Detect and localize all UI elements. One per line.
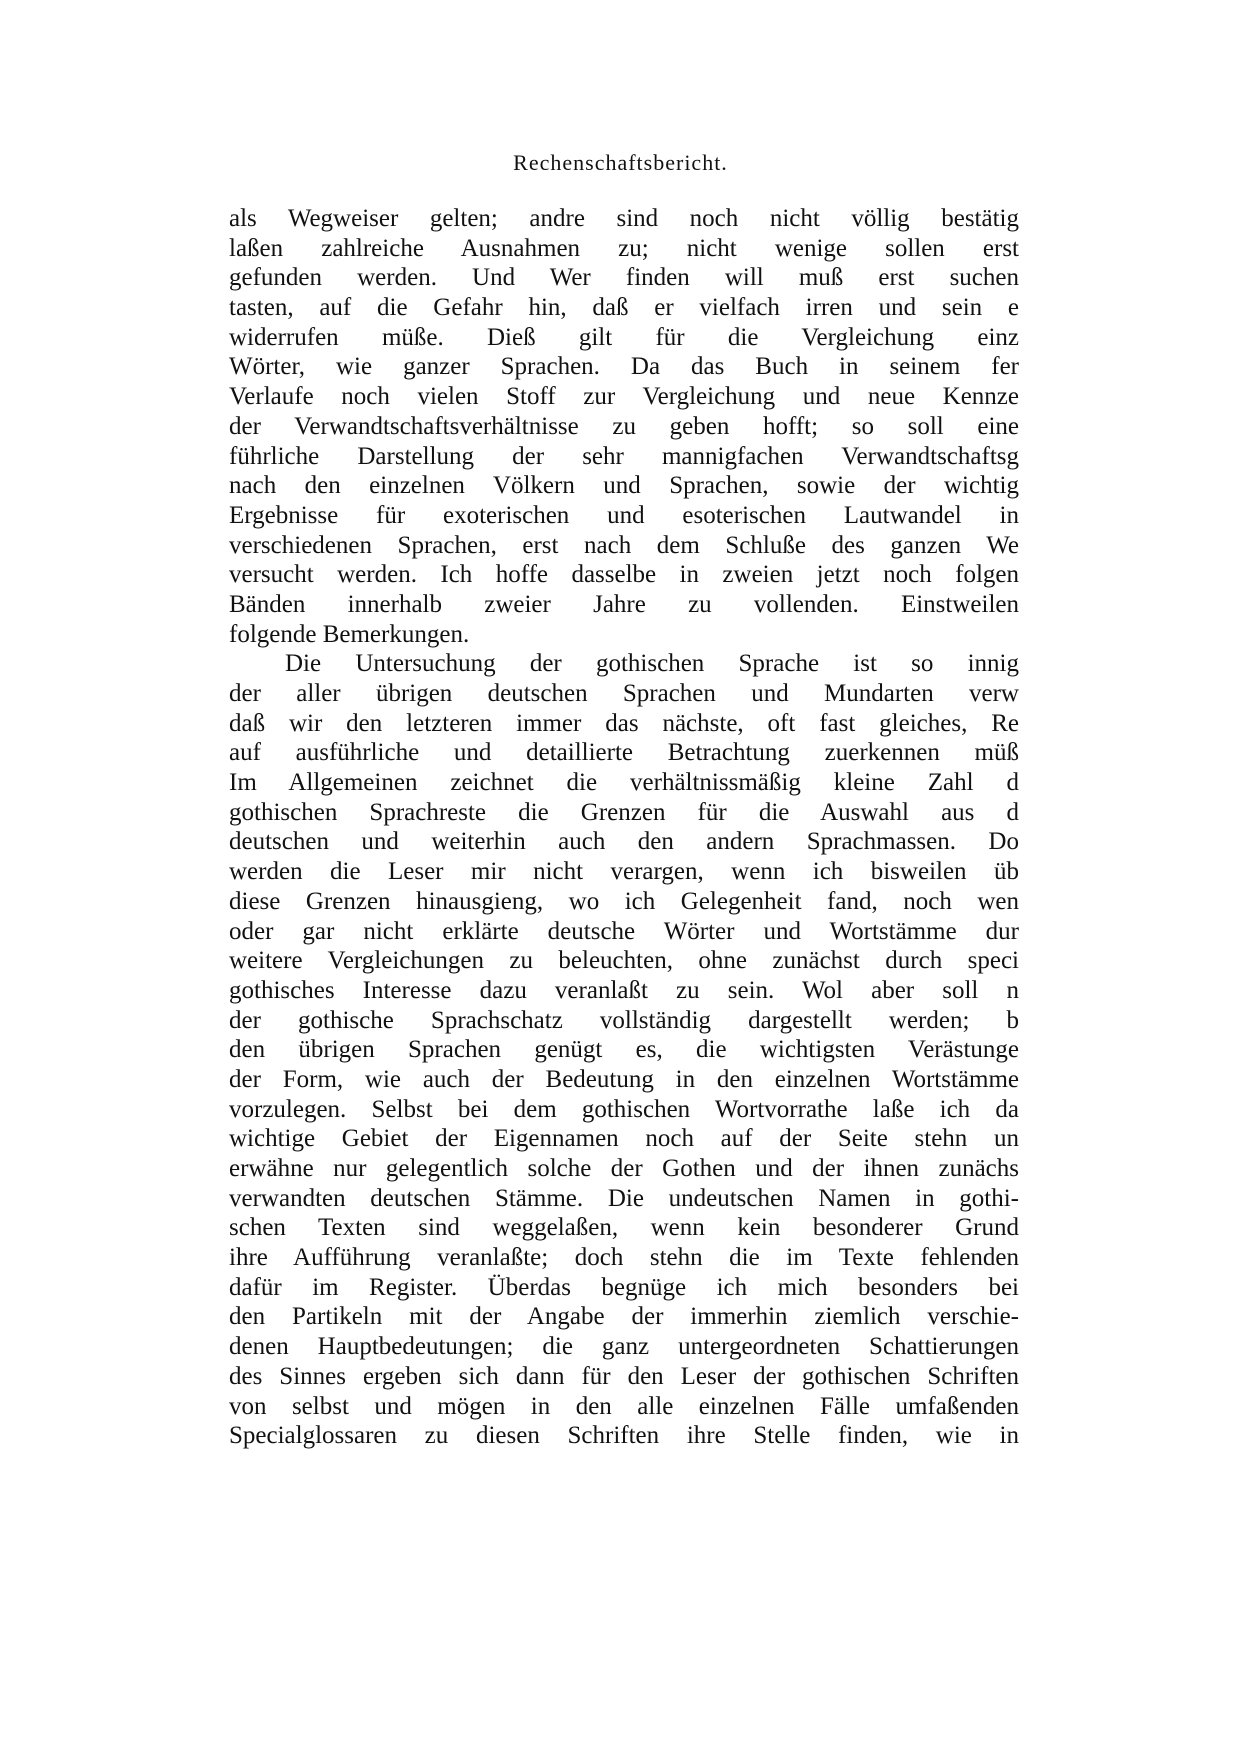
text-line: gothischen Sprachreste die Grenzen für die Auswahl aus d (229, 798, 1019, 826)
running-head: Rechenschaftsbericht. (513, 150, 728, 175)
text-line: gefunden werden. Und Wer finden will muß erst suchen (229, 264, 1019, 292)
text-line: Wörter, wie ganzer Sprachen. Da das Buch in seinem fer (229, 353, 1019, 381)
paragraph-2 (229, 649, 1019, 1451)
text-line: den Partikeln mit der Angabe der immerhin ziemlich verschie- (229, 1303, 1019, 1331)
text-line: verschiedenen Sprachen, erst nach dem Schluße des ganzen We (229, 531, 1019, 559)
text-line: Im Allgemeinen zeichnet die verhältnissmäßig kleine Zahl d (229, 769, 1019, 797)
text-line: der Form, wie auch der Bedeutung in den einzelnen Wortstämme (229, 1065, 1019, 1093)
text-line: dafür im Register. Überdas begnüge ich mich besonders bei (229, 1273, 1019, 1301)
text-line: tasten, auf die Gefahr hin, daß er vielfach irren und sein e (229, 294, 1019, 322)
text-line: wichtige Gebiet der Eigennamen noch auf der Seite stehn un (229, 1125, 1019, 1153)
text-line: deutschen und weiterhin auch den andern Sprachmassen. Do (229, 828, 1019, 856)
text-line: laßen zahlreiche Ausnahmen zu; nicht wenige sollen erst (229, 234, 1019, 262)
text-line: ihre Aufführung veranlaßte; doch stehn die im Texte fehlenden (229, 1244, 1019, 1272)
text-line: als Wegweiser gelten; andre sind noch nicht völlig bestätig (229, 205, 1019, 232)
text-line: oder gar nicht erklärte deutsche Wörter und Wortstämme dur (229, 917, 1019, 945)
text-line: vorzulegen. Selbst bei dem gothischen Wortvorrathe laße ich da (229, 1095, 1019, 1123)
text-line: der Verwandtschaftsverhältnisse zu geben hofft; so soll eine (229, 412, 1019, 440)
text-line: weitere Vergleichungen zu beleuchten, ohne zunächst durch speci (229, 947, 1019, 975)
text-line: schen Texten sind weggelaßen, wenn kein besonderer Grund (229, 1214, 1019, 1242)
text-line: widerrufen müße. Dieß gilt für die Vergleichung einz (229, 323, 1019, 351)
text-line: auf ausführliche und detaillierte Betrachtung zuerkennen müß (229, 739, 1019, 767)
text-line: folgende Bemerkungen. (229, 620, 470, 648)
text-line: führliche Darstellung der sehr mannigfachen Verwandtschaftsg (229, 442, 1019, 470)
text-line: Specialglossaren zu diesen Schriften ihre Stelle finden, wie in (229, 1422, 1019, 1450)
text-line: werden die Leser mir nicht verargen, wenn ich bisweilen üb (229, 858, 1019, 886)
text-line: von selbst und mögen in den alle einzelnen Fälle umfaßenden (229, 1392, 1019, 1420)
text-line: diese Grenzen hinausgieng, wo ich Gelegenheit fand, noch wen (229, 887, 1019, 915)
text-line: der aller übrigen deutschen Sprachen und Mundarten verw (229, 680, 1019, 707)
text-line: Bänden innerhalb zweier Jahre zu vollenden. Einstweilen (229, 590, 1019, 618)
text-line: Die Untersuchung der gothischen Sprache ist so innig (285, 650, 1019, 678)
text-line: Ergebnisse für exoterischen und esoterischen Lautwandel in (229, 501, 1019, 529)
text-line: gothisches Interesse dazu veranlaßt zu sein. Wol aber soll n (229, 976, 1019, 1004)
paragraph-1 (229, 204, 1019, 649)
text-line: erwähne nur gelegentlich solche der Gothen und der ihnen zunächs (229, 1155, 1019, 1182)
text-line: verwandten deutschen Stämme. Die undeutschen Namen in gothi- (229, 1184, 1019, 1212)
text-line: des Sinnes ergeben sich dann für den Leser der gothischen Schriften (229, 1362, 1019, 1390)
text-line: Verlaufe noch vielen Stoff zur Vergleichung und neue Kennze (229, 383, 1019, 411)
text-line: der gothische Sprachschatz vollständig dargestellt werden; b (229, 1006, 1019, 1034)
text-line: versucht werden. Ich hoffe dasselbe in zweien jetzt noch folgen (229, 561, 1019, 589)
text-line: denen Hauptbedeutungen; die ganz untergeordneten Schattierungen (229, 1333, 1019, 1361)
text-line: daß wir den letzteren immer das nächste, oft fast gleiches, Re (229, 709, 1019, 737)
text-line: nach den einzelnen Völkern und Sprachen, sowie der wichtig (229, 472, 1019, 500)
text-line: den übrigen Sprachen genügt es, die wichtigsten Verästunge (229, 1036, 1019, 1064)
body-text (229, 204, 1019, 1634)
